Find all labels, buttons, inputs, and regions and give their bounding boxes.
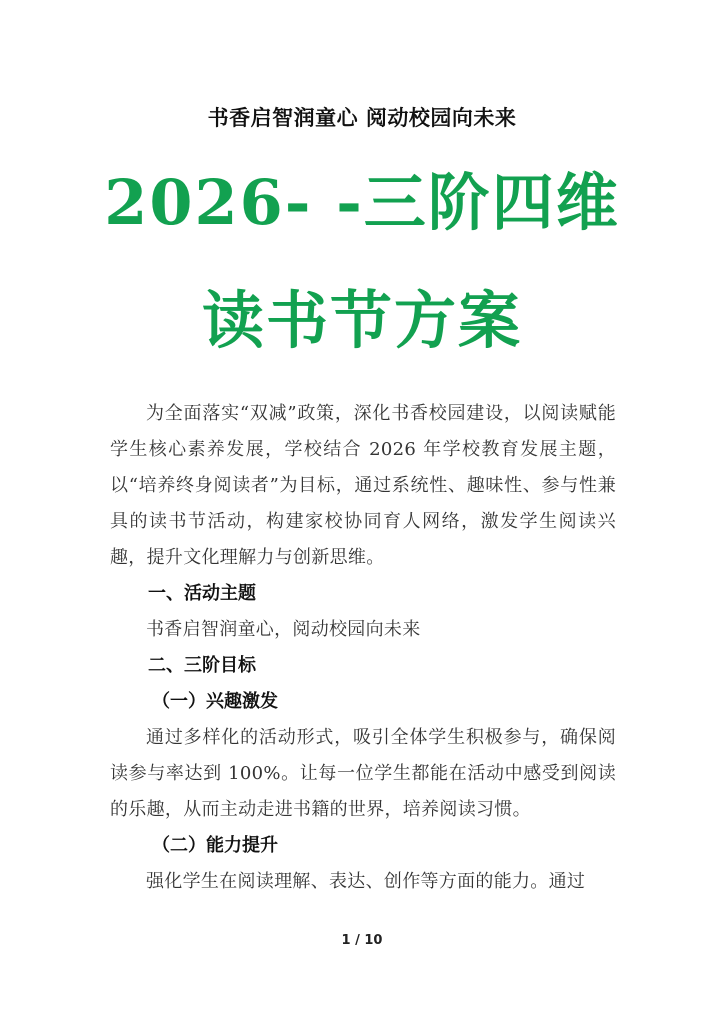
section-heading-goals: 二、三阶目标 [148,655,256,676]
intro-paragraph: 为全面落实“双减”政策，深化书香校园建设，以阅读赋能学生核心素养发展，学校结合 2026 年学校教育发展主题，以“培养终身阅读者”为目标，通过系统性、趣味性、参与性兼具的读书节活动，构建家校协同育人网络，激发学生阅读兴趣，提升文化理解力与创新思维。 [110,403,616,568]
document-title-line-2: 读书节方案 [201,284,522,357]
subheading-interest: （一）兴趣激发 [152,691,278,712]
ability-paragraph: 强化学生在阅读理解、表达、创作等方面的能力。通过 [146,871,586,892]
theme-paragraph: 书香启智润童心，阅动校园向未来 [146,619,421,640]
subheading-ability: （二）能力提升 [152,835,278,856]
document-body [110,396,616,900]
document-title-line-1: 2026- -三阶四维 [104,166,620,239]
page-number: 1 / 10 [341,933,383,948]
interest-paragraph: 通过多样化的活动形式，吸引全体学生积极参与，确保阅读参与率达到 100%。让每一位学生都能在活动中感受到阅读的乐趣，从而主动走进书籍的世界，培养阅读习惯。 [110,727,616,820]
section-heading-theme: 一、活动主题 [148,583,256,604]
document-subtitle: 书香启智润童心 阅动校园向未来 [207,106,517,130]
